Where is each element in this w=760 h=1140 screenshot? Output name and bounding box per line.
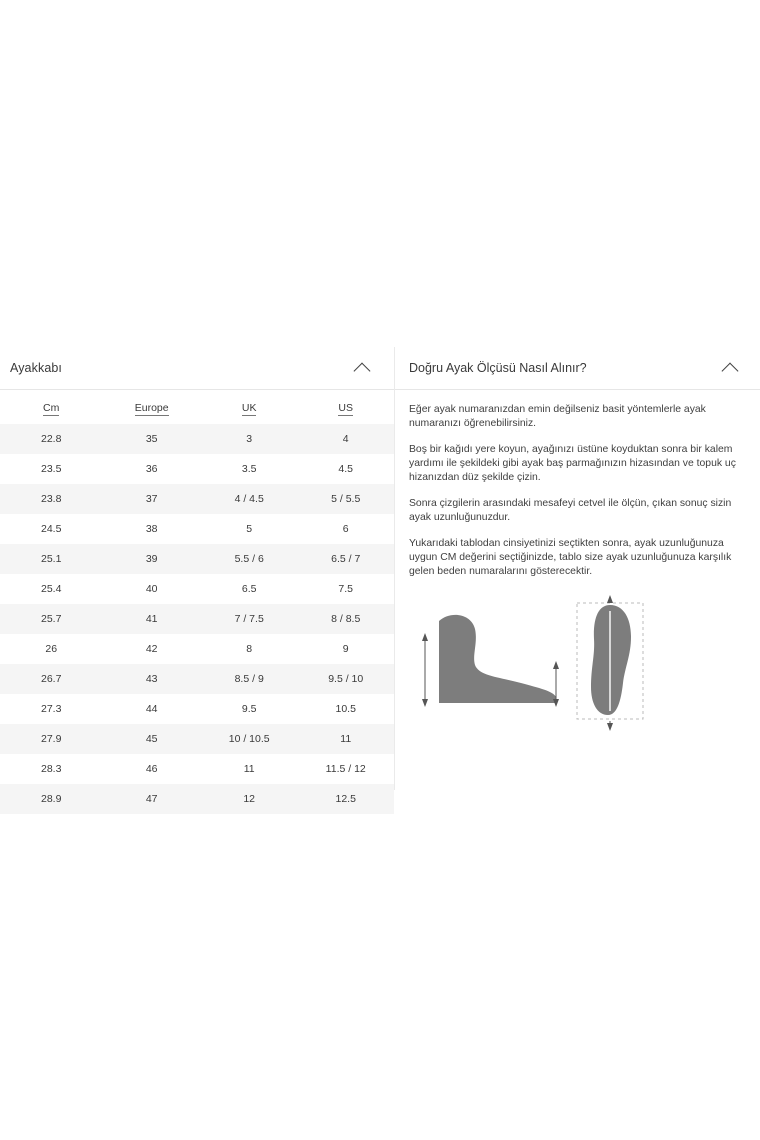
shoe-size-panel-header[interactable]	[0, 347, 394, 390]
cell-europe: 44	[145, 703, 158, 715]
cell-europe: 41	[145, 613, 158, 625]
cell-europe: 42	[145, 643, 158, 655]
cell-cm: 24.5	[41, 523, 62, 535]
cell-uk: 10 / 10.5	[228, 733, 270, 745]
cell-uk: 3	[246, 433, 253, 445]
cell-uk: 8.5 / 9	[234, 673, 264, 685]
table-row	[0, 574, 394, 604]
cell-us: 12.5	[335, 793, 356, 805]
foot-side-view-icon	[417, 603, 567, 723]
cell-uk: 11	[243, 763, 255, 775]
cell-europe: 47	[145, 793, 158, 805]
table-row	[0, 634, 394, 664]
table-row	[0, 424, 394, 454]
cell-uk: 8	[246, 643, 253, 655]
cell-europe: 45	[145, 733, 158, 745]
guide-paragraph: Eğer ayak numaranızdan emin değilseniz basit yöntemlerle ayak numaranızı öğrenebilirsiniz.	[409, 404, 706, 429]
cell-europe: 39	[145, 553, 158, 565]
cell-uk: 4 / 4.5	[234, 493, 264, 505]
shoe-size-panel	[0, 347, 395, 805]
cell-cm: 22.8	[41, 433, 62, 445]
table-row	[0, 544, 394, 574]
guide-paragraph: Yukarıdaki tablodan cinsiyetinizi seçtikten sonra, ayak uzunluğunuza uygun CM değerini seçtiğinizde, tablo size ayak uzunluğunuza karşılık gelen beden numaralarını gösterecektir.	[409, 538, 732, 577]
cell-cm: 23.5	[41, 463, 62, 475]
cell-europe: 36	[145, 463, 158, 475]
measure-guide-panel	[395, 347, 760, 790]
size-guide-panels	[0, 347, 760, 805]
table-row	[0, 724, 394, 754]
table-row	[0, 754, 394, 784]
cell-cm: 27.9	[41, 733, 62, 745]
cell-europe: 46	[145, 763, 158, 775]
table-row	[0, 454, 394, 484]
cell-us: 7.5	[338, 583, 354, 595]
cell-cm: 28.3	[41, 763, 62, 775]
cell-us: 5 / 5.5	[331, 493, 361, 505]
table-row	[0, 664, 394, 694]
cell-uk: 7 / 7.5	[234, 613, 264, 625]
table-header-row	[0, 390, 394, 424]
cell-uk: 6.5	[241, 583, 257, 595]
chevron-up-icon[interactable]	[722, 359, 740, 377]
cell-cm: 25.7	[41, 613, 62, 625]
cell-europe: 37	[145, 493, 158, 505]
cell-cm: 26	[45, 643, 58, 655]
cell-us: 6	[342, 523, 349, 535]
cell-us: 11.5 / 12	[325, 763, 366, 775]
cell-cm: 27.3	[41, 703, 62, 715]
column-header-europe: Europe	[134, 402, 169, 414]
column-header-uk: UK	[241, 402, 257, 414]
measure-guide-panel-title: Doğru Ayak Ölçüsü Nasıl Alınır?	[409, 361, 587, 375]
cell-cm: 28.9	[41, 793, 62, 805]
table-row	[0, 514, 394, 544]
cell-us: 11	[340, 733, 352, 745]
chevron-up-icon[interactable]	[354, 359, 372, 377]
cell-us: 8 / 8.5	[331, 613, 361, 625]
cell-europe: 38	[145, 523, 158, 535]
cell-us: 6.5 / 7	[331, 553, 361, 565]
cell-uk: 3.5	[241, 463, 257, 475]
shoe-size-panel-title: Ayakkabı	[10, 361, 62, 375]
size-conversion-table	[0, 390, 394, 814]
table-row	[0, 484, 394, 514]
cell-uk: 5	[246, 523, 253, 535]
cell-europe: 43	[145, 673, 158, 685]
cell-uk: 5.5 / 6	[234, 553, 264, 565]
table-row	[0, 694, 394, 724]
column-header-cm: Cm	[43, 402, 60, 414]
measure-guide-text	[395, 390, 760, 733]
table-row	[0, 604, 394, 634]
cell-us: 10.5	[335, 703, 356, 715]
guide-paragraph: Sonra çizgilerin arasındaki mesafeyi cetvel ile ölçün, çıkan sonuç sizin ayak uzunluğunuzdur.	[409, 498, 732, 523]
measure-guide-panel-header[interactable]	[395, 347, 760, 390]
guide-paragraph: Boş bir kağıdı yere koyun, ayağınızı üstüne koyduktan sonra bir kalem yardımı ile şekildeki gibi ayak baş parmağınızın hizasından ve topuk uç hizanızdan düz şekilde çizin.	[409, 444, 736, 483]
cell-us: 9	[342, 643, 349, 655]
cell-cm: 23.8	[41, 493, 62, 505]
foot-measure-figures	[409, 603, 742, 733]
table-row	[0, 784, 394, 814]
cell-europe: 35	[145, 433, 158, 445]
cell-us: 9.5 / 10	[328, 673, 364, 685]
cell-uk: 9.5	[241, 703, 257, 715]
column-header-us: US	[338, 402, 354, 414]
cell-europe: 40	[145, 583, 158, 595]
cell-us: 4.5	[338, 463, 354, 475]
cell-cm: 25.4	[41, 583, 62, 595]
cell-cm: 25.1	[41, 553, 62, 565]
cell-uk: 12	[243, 793, 256, 805]
foot-sole-view-icon	[569, 593, 659, 733]
cell-cm: 26.7	[41, 673, 62, 685]
cell-us: 4	[342, 433, 349, 445]
